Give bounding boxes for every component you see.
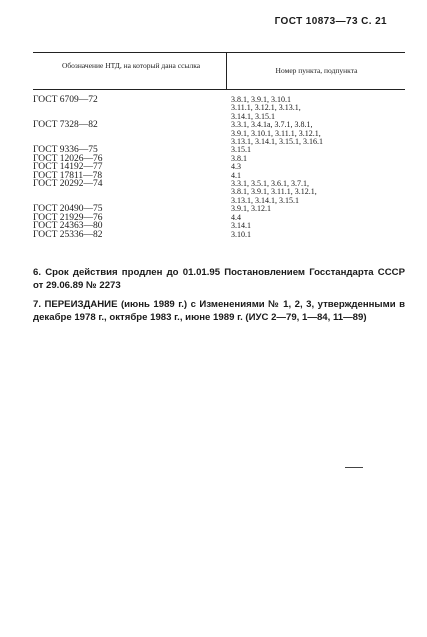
table-row bbox=[33, 121, 405, 146]
point-numbers bbox=[231, 146, 405, 154]
table-row bbox=[33, 96, 405, 121]
gost-designation: ГОСТ 24363—80 bbox=[33, 221, 103, 232]
point-numbers-line: 4.1 bbox=[231, 170, 241, 180]
gost-designation: ГОСТ 6709—72 bbox=[33, 95, 98, 105]
page-end-mark bbox=[345, 467, 363, 468]
running-header: ГОСТ 10873—73 С. 21 bbox=[274, 16, 387, 27]
gost-designation: ГОСТ 20292—74 bbox=[33, 179, 103, 190]
point-numbers-line: 3.14.1 bbox=[231, 221, 251, 231]
gost-designation: ГОСТ 25336—82 bbox=[33, 229, 103, 240]
point-numbers-line: 3.11.1, 3.12.1, 3.13.1, bbox=[231, 103, 301, 113]
point-numbers-line: 3.3.1, 3.4.1а, 3.7.1, 3.8.1, bbox=[231, 120, 313, 130]
point-numbers bbox=[231, 222, 405, 230]
point-numbers-line: 3.10.1 bbox=[231, 229, 251, 239]
gost-designation: ГОСТ 17811—78 bbox=[33, 170, 103, 181]
gost-designation: ГОСТ 20490—75 bbox=[33, 204, 103, 215]
point-numbers-line: 3.3.1, 3.5.1, 3.6.1, 3.7.1, bbox=[231, 179, 309, 189]
table-header bbox=[33, 52, 405, 90]
point-numbers bbox=[231, 231, 405, 239]
point-numbers bbox=[231, 96, 405, 121]
point-numbers bbox=[231, 214, 405, 222]
point-numbers-line: 3.8.1, 3.9.1, 3.11.1, 3.12.1, bbox=[231, 187, 317, 197]
point-numbers-line: 3.15.1 bbox=[231, 145, 251, 155]
point-numbers-line: 3.8.1, 3.9.1, 3.10.1 bbox=[231, 95, 291, 104]
gost-designation: ГОСТ 12026—76 bbox=[33, 153, 103, 164]
gost-designation: ГОСТ 9336—75 bbox=[33, 145, 98, 156]
point-numbers bbox=[231, 205, 405, 213]
point-numbers bbox=[231, 155, 405, 163]
point-numbers-line: 3.13.1, 3.14.1, 3.15.1 bbox=[231, 195, 299, 205]
note-reissue: 7. ПЕРЕИЗДАНИЕ (июнь 1989 г.) с Изменениями № 1, 2, 3, утвержденными в декабре 1978 г., октябре 1983 г., июне 1989 г. (ИУС 2—79, 1—84, 11—89) bbox=[33, 299, 405, 323]
point-numbers-line: 3.9.1, 3.12.1 bbox=[231, 204, 271, 214]
table-row bbox=[33, 231, 405, 239]
gost-designation: ГОСТ 7328—82 bbox=[33, 120, 98, 131]
gost-designation: ГОСТ 14192—77 bbox=[33, 162, 103, 173]
point-numbers-line: 3.14.1, 3.15.1 bbox=[231, 111, 275, 121]
point-numbers bbox=[231, 180, 405, 205]
point-numbers-line: 4.3 bbox=[231, 162, 241, 172]
point-numbers-line: 4.4 bbox=[231, 212, 241, 222]
table-body bbox=[33, 96, 405, 239]
point-numbers-line: 3.8.1 bbox=[231, 153, 247, 163]
point-numbers bbox=[231, 121, 405, 146]
point-numbers-line: 3.9.1, 3.10.1, 3.11.1, 3.12.1, bbox=[231, 128, 321, 138]
column-divider bbox=[226, 53, 227, 89]
table-row bbox=[33, 180, 405, 205]
note-extension: 6. Срок действия продлен до 01.01.95 Постановлением Госстандарта СССР от 29.06.89 № 2273 bbox=[33, 267, 405, 291]
point-numbers bbox=[231, 163, 405, 171]
references-table bbox=[33, 52, 405, 239]
gost-designation: ГОСТ 21929—76 bbox=[33, 212, 103, 223]
point-numbers-line: 3.13.1, 3.14.1, 3.15.1, 3.16.1 bbox=[231, 137, 323, 147]
column-header-points: Номер пункта, подпункта bbox=[275, 66, 358, 75]
column-header-document: Обозначение НТД, на который дана ссылка bbox=[61, 61, 201, 70]
